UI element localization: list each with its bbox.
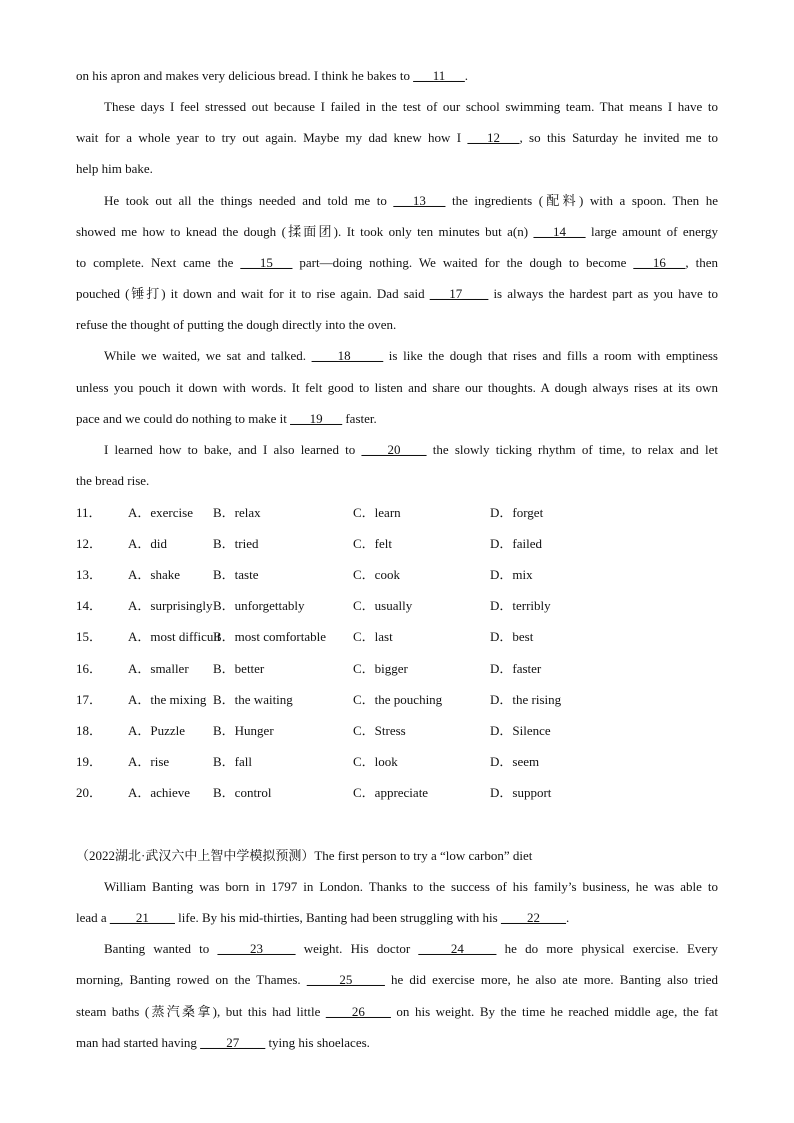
option-b[interactable]: B．tried <box>213 536 259 551</box>
option-d[interactable]: D．seem <box>490 754 540 769</box>
blank-22: ____22____ <box>500 910 566 925</box>
passage1-line-7: to complete. Next came the ___15___ part—doing nothing. We waited for the dough to become ___16___, then <box>76 255 718 270</box>
passage1-line-2: These days I feel stressed out because I failed in the test of our school swimming team. That means I have to <box>104 99 718 114</box>
passage2-line-6: man had started having ____27____ tying his shoelaces. <box>76 1035 370 1050</box>
passage1-line-1: on his apron and makes very delicious bread. I think he bakes to ___11___. <box>76 68 468 83</box>
option-b[interactable]: B．unforgettably <box>213 598 305 613</box>
blank-23: _____23_____ <box>217 941 296 956</box>
passage1-line-4: help him bake. <box>76 161 153 176</box>
option-c[interactable]: C．felt <box>353 536 392 551</box>
question-number: 18． <box>76 723 103 738</box>
passage1-line-5: He took out all the things needed and told me to ___13___ the ingredients (配料) with a spoon. Then he <box>104 193 718 208</box>
option-c[interactable]: C．look <box>353 754 398 769</box>
option-a[interactable]: A．the mixing <box>128 692 207 707</box>
option-b[interactable]: B．most comfortable <box>213 629 327 644</box>
passage1-line-6: showed me how to knead the dough (揉面团). It took only ten minutes but a(n) ___14___ large amount of energy <box>76 224 719 239</box>
option-c[interactable]: C．the pouching <box>353 692 443 707</box>
question-number: 13． <box>76 567 103 582</box>
option-d[interactable]: D．terribly <box>490 598 551 613</box>
option-a[interactable]: A．shake <box>128 567 180 582</box>
passage2-line-5: steam baths (蒸汽桑拿), but this had little ____26____ on his weight. By the time he reached middle age, the fat <box>76 1004 718 1019</box>
option-a[interactable]: A．achieve <box>128 785 191 800</box>
blank-25: _____25_____ <box>306 972 385 987</box>
blank-26: ____26____ <box>325 1004 391 1019</box>
blank-13: ___13___ <box>393 193 446 208</box>
blank-16: ___16___ <box>633 255 686 270</box>
passage2-line-1: William Banting was born in 1797 in London. Thanks to the success of his family’s business, he was able to <box>104 879 718 894</box>
passage1-line-13: I learned how to bake, and I also learned to ____20____ the slowly ticking rhythm of time, to relax and let <box>104 442 718 457</box>
question-number: 12． <box>76 536 103 551</box>
passage1-line-9: refuse the thought of putting the dough directly into the oven. <box>76 317 397 332</box>
passage1-line-12: pace and we could do nothing to make it ___19___ faster. <box>76 411 377 426</box>
question-number: 15． <box>76 629 103 644</box>
question-number: 20． <box>76 785 103 800</box>
passage2-line-2: lead a ____21____ life. By his mid-thirties, Banting had been struggling with his ____22____. <box>76 910 570 925</box>
option-d[interactable]: D．best <box>490 629 534 644</box>
option-b[interactable]: B．taste <box>213 567 259 582</box>
blank-19: ___19___ <box>290 411 343 426</box>
option-a[interactable]: A．did <box>128 536 168 551</box>
option-a[interactable]: A．exercise <box>128 505 193 520</box>
passage1-line-3: wait for a whole year to try out again. Maybe my dad knew how I ___12___, so this Saturday he invited me to <box>76 130 719 145</box>
option-c[interactable]: C．cook <box>353 567 400 582</box>
option-b[interactable]: B．control <box>213 785 272 800</box>
option-d[interactable]: D．support <box>490 785 552 800</box>
option-a[interactable]: A．smaller <box>128 661 189 676</box>
option-d[interactable]: D．faster <box>490 661 542 676</box>
blank-18: ____18_____ <box>311 348 384 363</box>
option-b[interactable]: B．Hunger <box>213 723 274 738</box>
question-number: 17． <box>76 692 103 707</box>
passage1-line-11: unless you pouch it down with words. It felt good to listen and share our thoughts. A dough always rises at its own <box>76 380 718 395</box>
option-c[interactable]: C．bigger <box>353 661 408 676</box>
passage1-line-10: While we waited, we sat and talked. ____18_____ is like the dough that rises and fills a room with emptiness <box>104 348 718 363</box>
passage2-header: （2022湖北·武汉六中上智中学模拟预测）The first person to try a “low carbon” diet <box>76 848 533 863</box>
option-a[interactable]: A．Puzzle <box>128 723 186 738</box>
option-d[interactable]: D．Silence <box>490 723 551 738</box>
passage2-line-3: Banting wanted to _____23_____ weight. His doctor _____24_____ he do more physical exercise. Every <box>104 941 718 956</box>
option-a[interactable]: A．surprisingly <box>128 598 213 613</box>
option-c[interactable]: C．usually <box>353 598 413 613</box>
option-a[interactable]: A．most difficult <box>128 629 221 644</box>
blank-15: ___15___ <box>240 255 293 270</box>
option-d[interactable]: D．forget <box>490 505 544 520</box>
option-b[interactable]: B．fall <box>213 754 252 769</box>
passage2-line-4: morning, Banting rowed on the Thames. _____25_____ he did exercise more, he also ate more. Banting also tried <box>76 972 718 987</box>
blank-27: ____27____ <box>200 1035 266 1050</box>
option-c[interactable]: C．appreciate <box>353 785 429 800</box>
passage1-line-14: the bread rise. <box>76 473 150 488</box>
question-number: 14． <box>76 598 103 613</box>
question-number: 19． <box>76 754 103 769</box>
option-c[interactable]: C．learn <box>353 505 401 520</box>
blank-17: ___17____ <box>429 286 489 301</box>
option-c[interactable]: C．Stress <box>353 723 406 738</box>
option-c[interactable]: C．last <box>353 629 393 644</box>
option-b[interactable]: B．relax <box>213 505 261 520</box>
blank-21: ____21____ <box>109 910 175 925</box>
option-d[interactable]: D．mix <box>490 567 533 582</box>
blank-20: ____20____ <box>361 442 427 457</box>
option-b[interactable]: B．better <box>213 661 265 676</box>
blank-12: ___12___ <box>467 130 520 145</box>
question-number: 11． <box>76 505 102 520</box>
blank-24: _____24_____ <box>418 941 497 956</box>
blank-11: ___11___ <box>413 68 465 83</box>
blank-14: ___14___ <box>533 224 586 239</box>
passage1-line-8: pouched (锤打) it down and wait for it to rise again. Dad said ___17____ is always the hardest part as you have to <box>76 286 718 301</box>
option-b[interactable]: B．the waiting <box>213 692 293 707</box>
option-a[interactable]: A．rise <box>128 754 170 769</box>
option-d[interactable]: D．the rising <box>490 692 562 707</box>
question-number: 16． <box>76 661 103 676</box>
option-d[interactable]: D．failed <box>490 536 542 551</box>
